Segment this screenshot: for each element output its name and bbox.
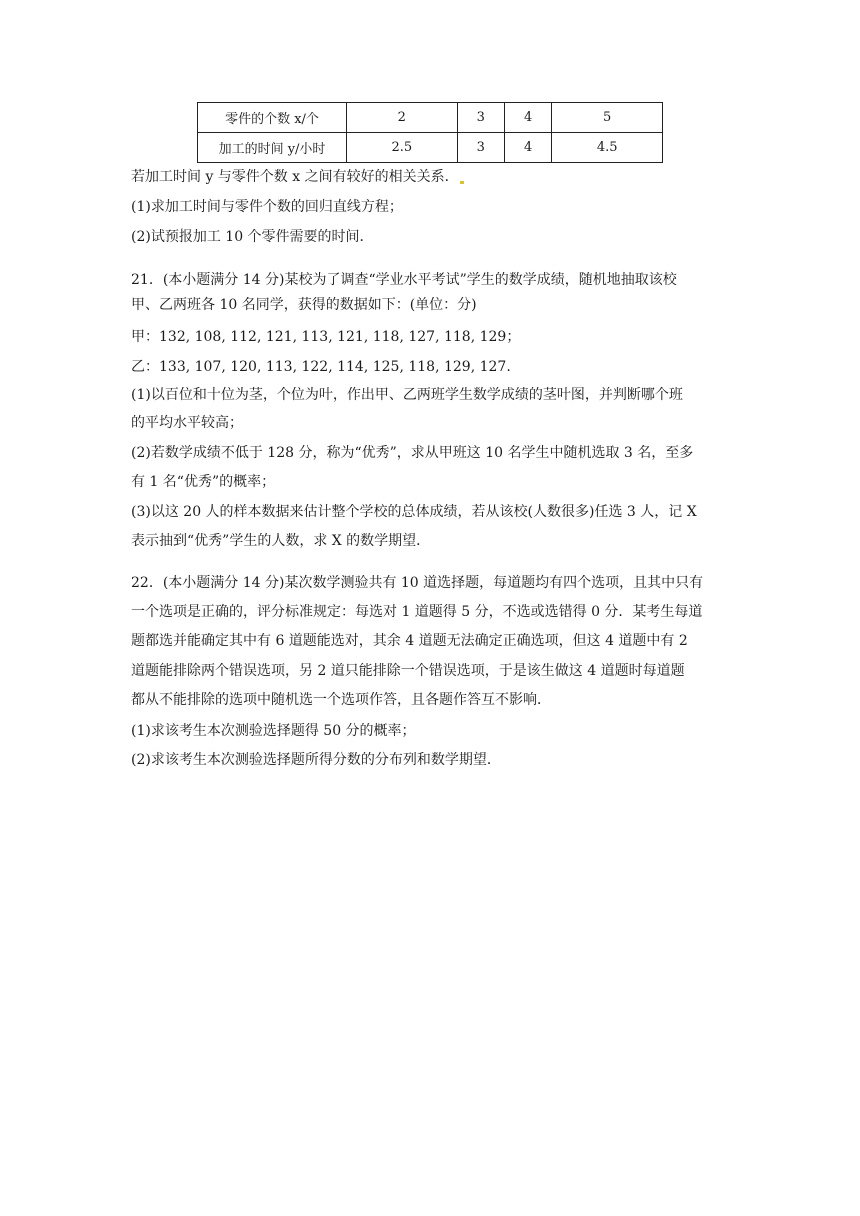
data-table [197,102,663,163]
q21-part2-b: 有 1 名“优秀”的概率； [131,474,276,490]
q22-line4: 道题能排除两个错误选项，另 2 道只能排除一个错误选项，于是该生做这 4 道题时每道题 [131,663,685,679]
q22-line2: 一个选项是正确的，评分标准规定：每选对 1 道题得 5 分，不选或选错得 0 分．某考生每道 [131,604,703,620]
q21-line1: 21．(本小题满分 14 分)某校为了调查“学业水平考试”学生的数学成绩，随机地抽取该校 [131,272,677,288]
q22-line1: 22．(本小题满分 14 分)某次数学测验共有 10 道选择题，每道题均有四个选项，且其中只有 [131,575,704,591]
table-row [198,103,663,133]
q21-part3-b: 表示抽到“优秀”学生的人数，求 X 的数学期望． [131,533,431,549]
q20-intro-text: 若加工时间 y 与零件个数 x 之间有较好的相关关系． [131,169,459,185]
highlight-mark [460,181,464,184]
q21-line2: 甲、乙两班各 10 名同学，获得的数据如下：(单位：分) [131,297,477,313]
q22-part2: (2)求该考生本次测验选择题所得分数的分布列和数学期望． [131,752,501,768]
table-cell: 3 [457,133,504,163]
q20-intro-line [131,168,465,186]
table-cell: 4 [504,103,551,133]
q22-part1: (1)求该考生本次测验选择题得 50 分的概率； [131,723,416,739]
q22-line5: 都从不能排除的选项中随机选一个选项作答，且各题作答互不影响． [131,692,551,708]
table-cell: 5 [552,103,663,133]
table-row-header: 零件的个数 x/个 [198,103,347,133]
table-cell: 2.5 [347,133,458,163]
q21-part1-b: 的平均水平较高； [131,415,243,431]
q22-line3: 题都选并能确定其中有 6 道题能选对，其余 4 道题无法确定正确选项，但这 4 道题中有 2 [131,633,688,649]
q20-part2: (2)试预报加工 10 个零件需要的时间． [131,229,374,245]
table-row-header: 加工的时间 y/小时 [198,133,347,163]
table-row [198,133,663,163]
q21-part1-a: (1)以百位和十位为茎，个位为叶，作出甲、乙两班学生数学成绩的茎叶图，并判断哪个班 [131,387,683,403]
q21-part2-a: (2)若数学成绩不低于 128 分，称为“优秀”，求从甲班这 10 名学生中随机选取 3 名，至多 [131,445,694,461]
table-cell: 4 [504,133,551,163]
table-cell: 4.5 [552,133,663,163]
q21-data-jia: 甲：132, 108, 112, 121, 113, 121, 118, 127, 118, 129； [131,329,521,345]
q21-data-yi: 乙：133, 107, 120, 113, 122, 114, 125, 118, 129, 127. [131,359,511,375]
table-cell: 3 [457,103,504,133]
q21-part3-a: (3)以这 20 人的样本数据来估计整个学校的总体成绩，若从该校(人数很多)任选 3 人，记 X [131,504,697,520]
table-cell: 2 [347,103,458,133]
q20-part1: (1)求加工时间与零件个数的回归直线方程； [131,199,403,215]
